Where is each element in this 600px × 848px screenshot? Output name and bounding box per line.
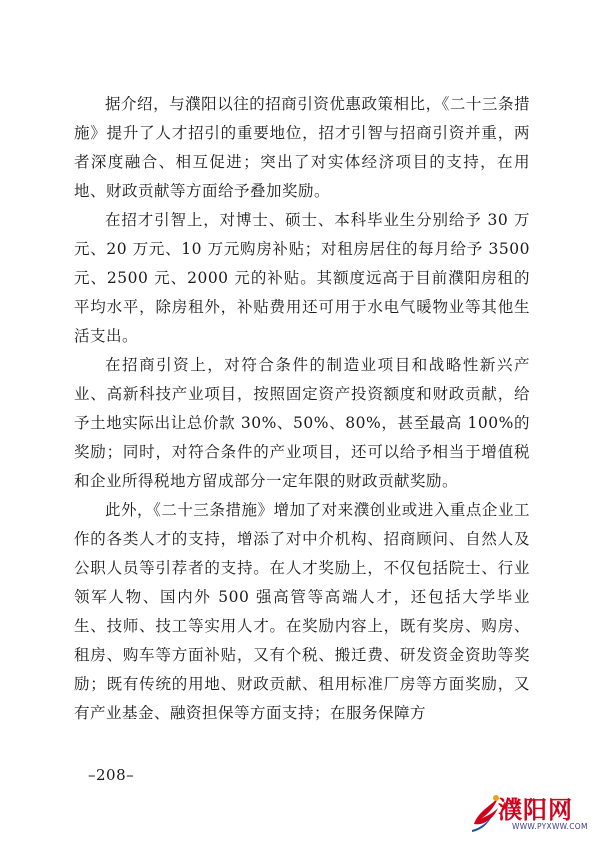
- watermark-url: WWW.PYXWW.COM: [512, 822, 588, 831]
- paragraph-investment-reward: 在招商引资上，对符合条件的制造业项目和战略性新兴产业、高新科技产业项目，按照固定资产投资额度和财政贡献，给予土地实际出让总价款 30%、50%、80%，甚至最高 100%的奖励；同时，对符合条件的产业项目，还可以给予相当于增值税和企业所得税地方留成部分一定年限的财政贡献奖励。: [74, 356, 530, 490]
- site-watermark: [468, 790, 588, 838]
- paragraph-talent-subsidy: 在招才引智上，对博士、硕士、本科毕业生分别给予 30 万元、20 万元、10 万元购房补贴；对租房居住的每月给予 3500 元、2500 元、2000 元的补贴。其额度远高于目前濮阳房租的平均水平，除房租外，补贴费用还可用于水电气暖物业等其他生活支出。: [74, 211, 530, 345]
- paragraph-intro: 据介绍，与濮阳以往的招商引资优惠政策相比，《二十三条措施》提升了人才招引的重要地位，招才引智与招商引资并重，两者深度融合、相互促进；突出了对实体经济项目的支持，在用地、财政贡献等方面给予叠加奖励。: [74, 95, 530, 200]
- watermark-title: 濮阳网: [498, 796, 573, 824]
- document-body: [74, 90, 530, 728]
- page-number: –208–: [88, 766, 135, 784]
- logo-swirl-icon: [468, 792, 502, 834]
- paragraph-additional-support: 此外，《二十三条措施》增加了对来濮创业或进入重点企业工作的各类人才的支持，增添了对中介机构、招商顾问、自然人及公职人员等引荐者的支持。在人才奖励上，不仅包括院士、行业领军人物、国内外 500 强高管等高端人才，还包括大学毕业生、技师、技工等实用人才。在奖励内容上，既有奖房、购房、租房、购车等方面补贴，又有个税、搬迁费、研发资金资助等奖励；既有传统的用地、财政贡献、租用标准厂房等方面奖励，又有产业基金、融资担保等方面支持；在服务保障方: [74, 501, 530, 722]
